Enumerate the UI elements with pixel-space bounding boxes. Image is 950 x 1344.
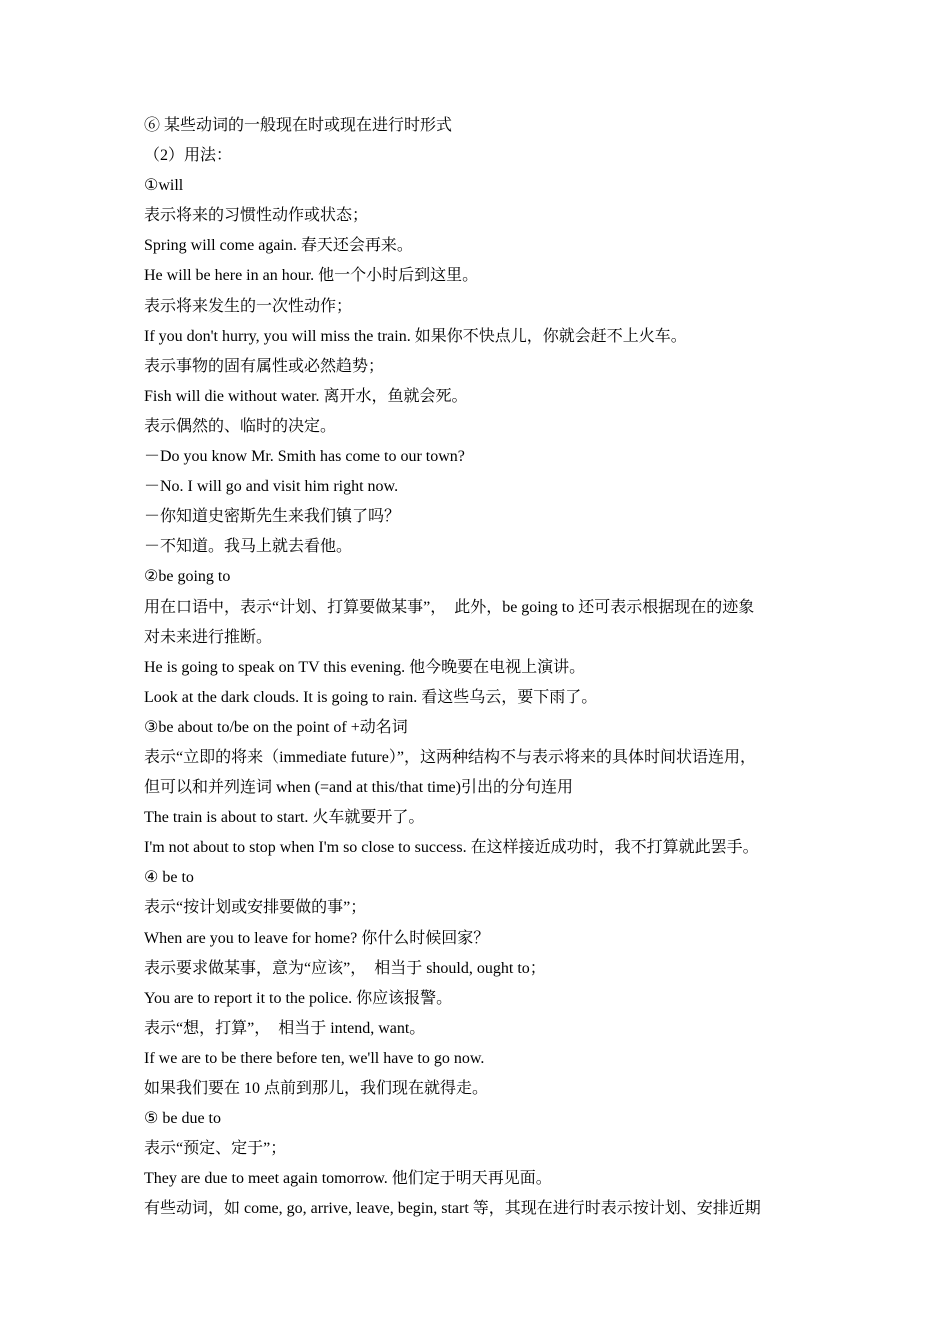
text-line: The train is about to start. 火车就要开了。 — [144, 809, 425, 827]
text-line: Spring will come again. 春天还会再来。 — [144, 237, 413, 255]
text-line: －你知道史密斯先生来我们镇了吗？ — [144, 508, 401, 526]
text-line: 表示“按计划或安排要做的事”； — [144, 899, 367, 917]
text-line: He is going to speak on TV this evening. 他今晚要在电视上演讲。 — [144, 658, 586, 676]
text-line: 表示“预定、定于”； — [144, 1140, 287, 1158]
text-line: ⑥ 某些动词的一般现在时或现在进行时形式 — [144, 117, 453, 134]
text-line: If you don't hurry, you will miss the train. 如果你不快点儿，你就会赶不上火车。 — [144, 327, 687, 345]
text-line: You are to report it to the police. 你应该报警。 — [144, 989, 453, 1007]
text-line: ②be going to — [144, 568, 231, 586]
text-line: 表示“立即的将来（immediate future）”，这两种结构不与表示将来的具体时间状语连用， — [144, 748, 756, 766]
text-line: Look at the dark clouds. It is going to rain. 看这些乌云，要下雨了。 — [144, 688, 598, 706]
text-line: 表示偶然的、临时的决定。 — [144, 417, 337, 435]
text-line: 表示将来发生的一次性动作； — [144, 297, 353, 315]
text-line: 对未来进行推断。 — [144, 628, 273, 646]
text-line: 表示要求做某事，意为“应该”， 相当于 should, ought to； — [144, 959, 546, 977]
text-line: －不知道。我马上就去看他。 — [144, 538, 353, 556]
text-line: I'm not about to stop when I'm so close to success. 在这样接近成功时，我不打算就此罢手。 — [144, 839, 759, 857]
text-line: 有些动词，如 come, go, arrive, leave, begin, start 等，其现在进行时表示按计划、安排近期 — [144, 1200, 761, 1218]
text-line: 表示“想，打算”， 相当于 intend, want。 — [144, 1019, 426, 1037]
text-line: －Do you know Mr. Smith has come to our town? — [144, 448, 465, 466]
text-line: ④ be to — [144, 869, 194, 887]
text-line: When are you to leave for home? 你什么时候回家？ — [144, 929, 490, 947]
text-line: ①will — [144, 177, 184, 195]
text-line: 如果我们要在 10 点前到那儿，我们现在就得走。 — [144, 1080, 489, 1097]
text-line: ⑤ be due to — [144, 1110, 221, 1128]
text-line: （2）用法： — [144, 147, 233, 165]
text-line: －No. I will go and visit him right now. — [144, 478, 399, 496]
text-line: They are due to meet again tomorrow. 他们定于明天再见面。 — [144, 1170, 552, 1188]
text-line: He will be here in an hour. 他一个小时后到这里。 — [144, 267, 479, 285]
text-line: 用在口语中，表示“计划、打算要做某事”， 此外，be going to 还可表示根据现在的迹象 — [144, 598, 755, 616]
text-line: 但可以和并列连词 when (=and at this/that time)引出的分句连用 — [144, 779, 573, 797]
text-line: If we are to be there before ten, we'll have to go now. — [144, 1049, 485, 1067]
document-body — [144, 111, 824, 1224]
text-line: 表示事物的固有属性或必然趋势； — [144, 357, 385, 375]
text-line: 表示将来的习惯性动作或状态； — [144, 207, 369, 225]
text-line: ③be about to/be on the point of +动名词 — [144, 718, 408, 736]
text-line: Fish will die without water. 离开水，鱼就会死。 — [144, 387, 468, 405]
